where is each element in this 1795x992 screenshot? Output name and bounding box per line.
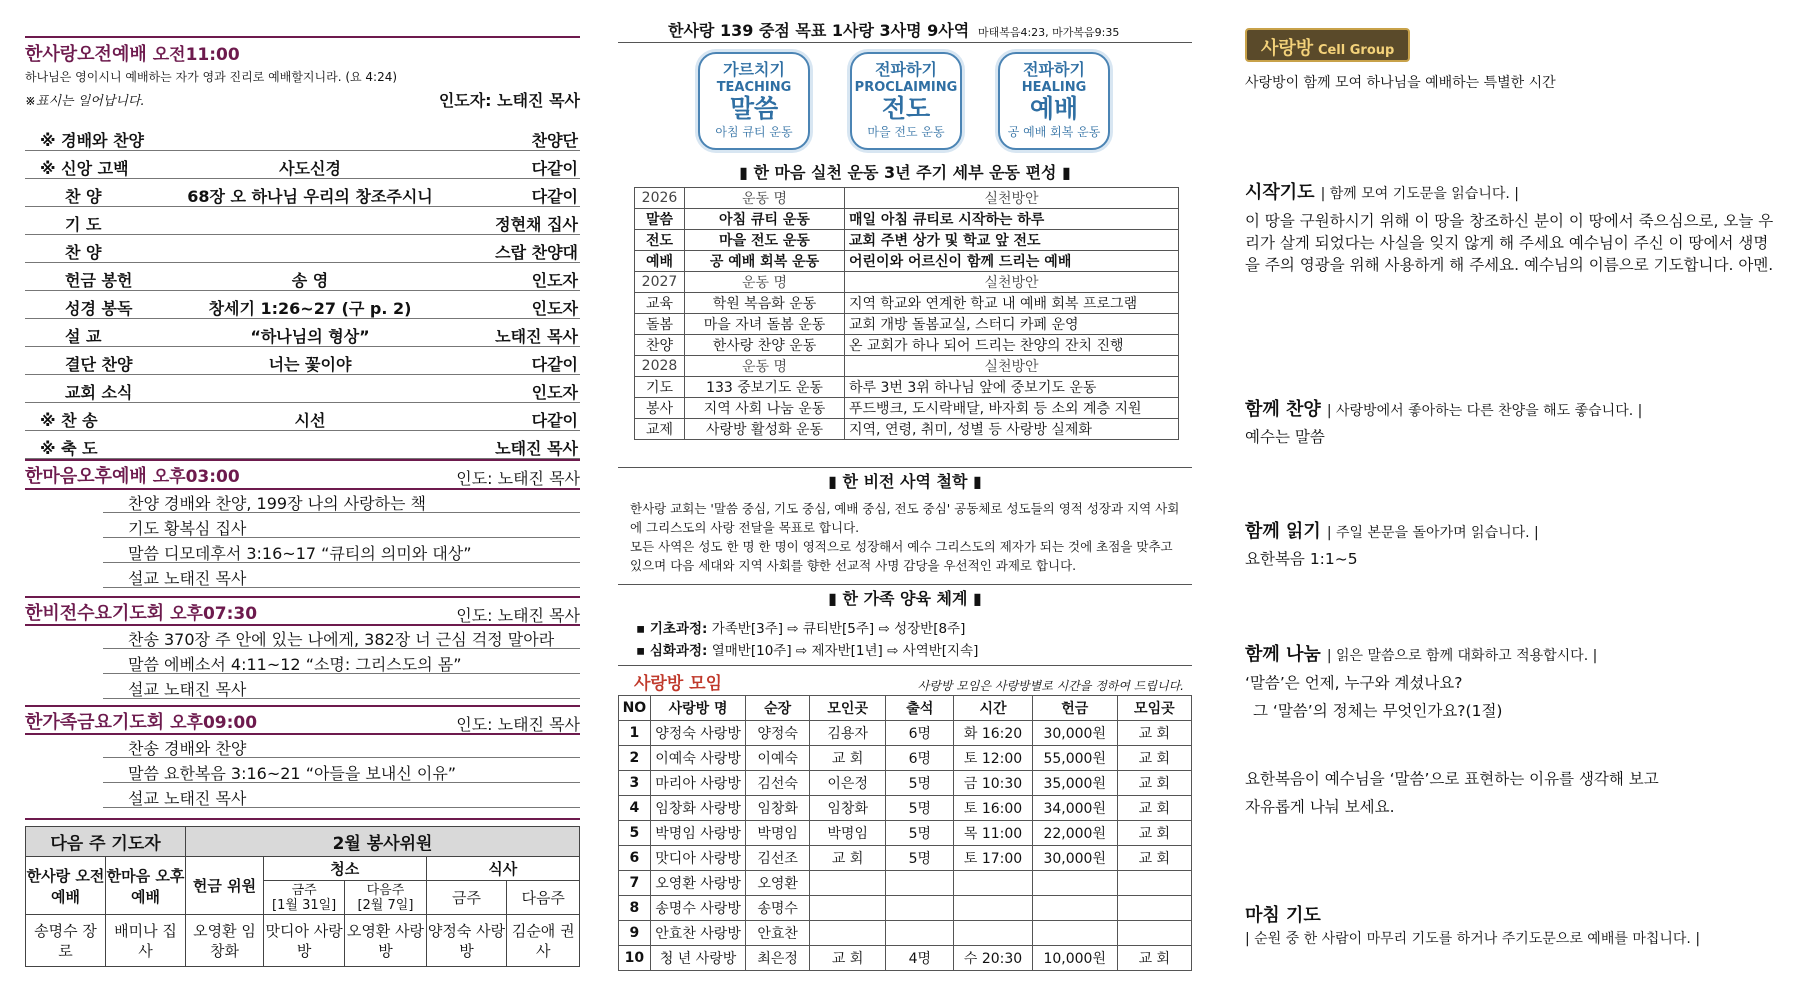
clean-next-week-header: 다음주 [2월 7일] [345,881,426,915]
pm-service-header: 한마음 오후예배 [106,857,186,915]
cell-value: 22,000원 [1032,821,1117,846]
cell-value: 수 20:30 [954,946,1033,971]
cell-value: 박명임 [809,821,885,846]
plan-row [635,272,1179,293]
order-item: 찬 양 [65,243,102,262]
cell-row [619,896,1192,921]
cell-value: 교 회 [1117,771,1191,796]
order-item: 교회 소식 [65,383,133,402]
order-item: ※ 신앙 고백 [40,159,129,178]
plan-movement: 지역 사회 나눔 운동 [685,398,845,419]
afternoon-row: 기도 황복심 집사 [103,513,580,538]
cell-header: 순장 [746,696,810,721]
morning-order-row [25,431,580,459]
cell-value: 양정숙 사랑방 [650,721,746,746]
cell-value [886,871,954,896]
cell-value: 송명수 [746,896,810,921]
order-by: 다같이 [531,187,578,206]
family-courses [636,618,978,662]
cell-value [1117,871,1191,896]
cell-value: 토 16:00 [954,796,1033,821]
wednesday-row: 찬송 370장 주 안에 있는 나에게, 382장 너 근심 걱정 말아라 [103,624,580,649]
cell-row [619,746,1192,771]
plan-row [635,335,1179,356]
plan-category: 교육 [635,293,685,314]
plan-movement: 마을 전도 운동 [685,230,845,251]
cell-header: 모임곳 [1117,696,1191,721]
plan-row [635,251,1179,272]
clean-this-value: 맛디아 사랑방 [264,915,345,967]
cell-value [954,921,1033,946]
plan-row [635,188,1179,209]
cell-value: 이은정 [809,771,885,796]
cell-value: 임창화 사랑방 [650,796,746,821]
meal-next-value: 김순애 권 사 [507,915,580,967]
morning-title: 한사랑오전예배 오전11:00 [25,44,240,65]
cell-value [1117,896,1191,921]
cell-value: 10,000원 [1032,946,1117,971]
worship-order-column [25,0,580,992]
order-item: 설 교 [65,327,102,346]
box-proclaiming: 전파하기 PROCLAIMING 전도 마을 전도 운동 [850,52,962,150]
cell-header: 헌금 [1032,696,1117,721]
order-by: 인도자 [531,299,578,318]
plan-action: 지역 학교와 연계한 학교 내 예배 회복 프로그램 [845,293,1179,314]
box-healing: 전파하기 HEALING 예배 공 예배 회복 운동 [998,52,1110,150]
sharing-question-2: 그 ‘말씀’의 정체는 무엇인가요?(1절) [1253,702,1503,720]
sharing-title: 함께 나눔 | 읽은 말씀으로 함께 대화하고 적용합시다. | [1245,644,1598,665]
plan-movement: 한사랑 찬양 운동 [685,335,845,356]
cell-value: 6 [619,846,651,871]
deep-course: ▪ 심화과정: 열매반[10주] ⇨ 제자반[1년] ⇨ 사역반[지속] [636,643,979,659]
cell-intro: 사랑방이 함께 모여 하나님을 예배하는 특별한 시간 [1245,75,1556,91]
cell-header-row [619,696,1192,721]
plan-row [635,230,1179,251]
cell-value [1032,871,1117,896]
order-item: ※ 찬 송 [40,411,98,430]
am-prayer-value: 송명수 장 로 [26,915,106,967]
order-content: 시선 [294,411,326,430]
cell-row [619,821,1192,846]
cell-header: 모인곳 [809,696,885,721]
sharing-question-3: 요한복음이 예수님을 ‘말씀’으로 표현하는 이유를 생각해 보고 [1245,770,1659,788]
plan-action: 온 교회가 하나 되어 드리는 찬양의 잔치 진행 [845,335,1179,356]
cell-value: 5명 [886,771,954,796]
order-content: 너는 꽃이야 [268,355,352,374]
morning-order-row [25,347,580,375]
plan-category: 2026 [635,188,685,209]
cell-value [1032,921,1117,946]
cell-value [809,896,885,921]
afternoon-row: 설교 노태진 목사 [103,563,580,588]
am-service-header: 한사랑 오전예배 [26,857,106,915]
cell-value: 양정숙 [746,721,810,746]
order-by: 노태진 목사 [495,327,578,346]
plan-action: 매일 아침 큐티로 시작하는 하루 [845,209,1179,230]
cell-value: 맛디아 사랑방 [650,846,746,871]
morning-order-row [25,263,580,291]
cell-value: 교 회 [1117,796,1191,821]
cell-value: 송명수 사랑방 [650,896,746,921]
morning-order-row [25,375,580,403]
meal-header: 식사 [426,857,579,881]
cell-row [619,721,1192,746]
cell-value: 금 10:30 [954,771,1033,796]
cell-value: 1 [619,721,651,746]
plan-category: 2027 [635,272,685,293]
cell-value: 34,000원 [1032,796,1117,821]
plan-row [635,419,1179,440]
cell-value: 김선숙 [746,771,810,796]
afternoon-leader: 인도: 노태진 목사 [456,469,580,488]
cell-value: 교 회 [809,946,885,971]
cell-value: 이예숙 [746,746,810,771]
opening-prayer-text: 이 땅을 구원하시기 위해 이 땅을 창조하신 분이 이 땅에서 죽으심으로, 오늘 우리가 살게 되었다는 사실을 잊지 않게 해 주세요 예수님이 주신 이 땅에서 생명을 주의 영광을 위해 사용하게 해 주세요. 예수님의 이름으로 기도합니다. 아멘. [1245,212,1774,274]
order-item: 찬 양 [65,187,102,206]
order-by: 다같이 [531,411,578,430]
cell-value: 35,000원 [1032,771,1117,796]
family-title: ▮ 한 가족 양육 체계 ▮ [828,589,982,608]
cell-value: 5 [619,821,651,846]
order-item: ※ 경배와 찬양 [40,131,144,150]
morning-order-row [25,235,580,263]
cell-value: 교 회 [809,746,885,771]
cell-value: 교 회 [1117,721,1191,746]
order-by: 다같이 [531,355,578,374]
cell-value: 3 [619,771,651,796]
friday-row: 찬송 경배와 찬양 [103,733,580,758]
order-item: 기 도 [65,215,102,234]
plan-action: 하루 3번 3위 하나님 앞에 중보기도 운동 [845,377,1179,398]
cell-value: 교 회 [1117,946,1191,971]
order-content: 송 영 [291,271,329,290]
plan-category: 예배 [635,251,685,272]
cell-value: 임창화 [809,796,885,821]
plan-row [635,377,1179,398]
cell-row [619,946,1192,971]
cell-value: 2 [619,746,651,771]
plan-row [635,293,1179,314]
cell-header: 시간 [954,696,1033,721]
friday-leader: 인도: 노태진 목사 [456,715,580,734]
plan-movement: 운동 명 [685,356,845,377]
box-teaching: 가르치기 TEACHING 말씀 아침 큐티 운동 [698,52,810,150]
plan-table [634,187,1179,440]
wednesday-leader: 인도: 노태진 목사 [456,606,580,625]
order-content: 68장 오 하나님 우리의 창조주시니 [187,187,433,206]
offering-value: 오영환 임창화 [186,915,264,967]
cell-value: 목 11:00 [954,821,1033,846]
cell-row [619,921,1192,946]
afternoon-row: 찬양 경배와 찬양, 199장 나의 사랑하는 책 [103,488,580,513]
closing-prayer-title: 마침 기도 [1245,905,1321,926]
morning-order-row [25,319,580,347]
service-committee-table [25,826,580,967]
cell-value: 박명임 [746,821,810,846]
cell-header: 출석 [886,696,954,721]
order-by: 노태진 목사 [495,439,578,458]
order-content: “하나님의 형상” [250,327,370,346]
morning-order-row [25,179,580,207]
friday-title: 한가족금요기도회 오후09:00 [25,712,258,733]
cell-value: 6명 [886,721,954,746]
order-by: 인도자 [531,383,578,402]
clean-this-week-header: 금주 [1월 31일] [264,881,345,915]
plan-row [635,398,1179,419]
cell-value: 토 12:00 [954,746,1033,771]
plan-movement: 마을 자녀 돌봄 운동 [685,314,845,335]
praise-title: 함께 찬양 | 사랑방에서 좋아하는 다른 찬양을 해도 좋습니다. | [1245,399,1643,420]
order-item: 결단 찬양 [65,355,133,374]
vision-title: ▮ 한 비전 사역 철학 ▮ [828,472,982,491]
pm-prayer-value: 배미나 집 사 [106,915,186,967]
plan-row [635,356,1179,377]
plan-action: 교회 개방 돌봄교실, 스터디 카페 운영 [845,314,1179,335]
cell-value [886,921,954,946]
plan-category: 기도 [635,377,685,398]
cell-note: 사랑방 모임은 사랑방별로 시간을 정하여 드립니다. [917,679,1184,693]
cell-value: 4 [619,796,651,821]
order-by: 정현채 집사 [495,215,578,234]
cell-value: 마리아 사랑방 [650,771,746,796]
cell-value: 안효찬 사랑방 [650,921,746,946]
cell-value: 화 16:20 [954,721,1033,746]
opening-prayer-title: 시작기도 | 함께 모여 기도문을 읽습니다. | [1245,182,1519,203]
cell-value: 4명 [886,946,954,971]
top-banner: 한사랑 139 중점 목표 1사랑 3사명 9사역 마태복음4:23, 마가복음9:35 [668,21,1120,40]
cell-value: 교 회 [1117,746,1191,771]
cell-value: 6명 [886,746,954,771]
cell-value: 30,000원 [1032,721,1117,746]
cell-header: NO [619,696,651,721]
friday-row: 말씀 요한복음 3:16~21 “아들을 보내신 이유” [103,758,580,783]
wednesday-title: 한비전수요기도회 오후07:30 [25,603,258,624]
order-item: 헌금 봉헌 [65,271,133,290]
closing-prayer-note: | 순원 중 한 사람이 마무리 기도를 하거나 주기도문으로 예배를 마칩니다. | [1245,931,1701,947]
order-item: ※ 축 도 [40,439,98,458]
order-by: 찬양단 [531,131,578,150]
cell-value [954,871,1033,896]
plan-movement: 133 중보기도 운동 [685,377,845,398]
plan-category: 교제 [635,419,685,440]
plan-action: 실천방안 [845,272,1179,293]
cell-group-table [618,695,1192,971]
cell-group-guide-column [1245,0,1780,992]
cell-value: 박명임 사랑방 [650,821,746,846]
plan-movement: 운동 명 [685,272,845,293]
order-item: 성경 봉독 [65,299,133,318]
cell-value: 김용자 [809,721,885,746]
plan-row [635,314,1179,335]
plan-row [635,209,1179,230]
cell-value: 9 [619,921,651,946]
cell-header: 사랑방 명 [650,696,746,721]
clean-next-value: 오영환 사랑방 [345,915,426,967]
order-by: 스랍 찬양대 [495,243,578,262]
vision-text: 한사랑 교회는 '말씀 중심, 기도 중심, 예배 중심, 전도 중심' 공동체로 성도들의 영적 성장과 지역 사회에 그리스도의 사랑 전달을 목표로 합니다. 모든 사역은 성도 한 명 한 명이 영적으로 성장해서 예수 그리스도의 제자가 되는 것에 초점을 맞추고 있으며 다음 세대와 지역 사회를 향한 선교적 사명 감당을 우선적인 과제로 합니다. [630,501,1180,573]
standing-note: ※표시는 일어납니다. [25,94,145,109]
cell-value: 최은정 [746,946,810,971]
cell-value: 5명 [886,846,954,871]
cleaning-header: 청소 [264,857,427,881]
plan-action: 교회 주변 상가 및 학교 앞 전도 [845,230,1179,251]
cell-value: 교 회 [1117,821,1191,846]
cell-value: 청 년 사랑방 [650,946,746,971]
cell-value: 토 17:00 [954,846,1033,871]
plan-action: 지역, 연령, 취미, 성별 등 사랑방 실제화 [845,419,1179,440]
morning-order-row [25,403,580,431]
morning-order-row [25,207,580,235]
cell-value: 5명 [886,796,954,821]
cell-value [1032,896,1117,921]
morning-order-row [25,123,580,151]
church-vision-column [618,0,1192,992]
plan-action: 실천방안 [845,356,1179,377]
cell-value: 오영환 사랑방 [650,871,746,896]
cell-value: 안효찬 [746,921,810,946]
afternoon-title: 한마음오후예배 오후03:00 [25,466,240,487]
cell-row [619,796,1192,821]
plan-action: 어린이와 어르신이 함께 드리는 예배 [845,251,1179,272]
plan-movement: 아침 큐티 운동 [685,209,845,230]
plan-category: 돌봄 [635,314,685,335]
plan-title: ▮ 한 마음 실천 운동 3년 주기 세부 운동 편성 ▮ [739,163,1071,182]
reading-title: 함께 읽기 | 주일 본문을 돌아가며 읽습니다. | [1245,521,1539,542]
cell-value: 10 [619,946,651,971]
cell-value: 오영환 [746,871,810,896]
sharing-question-4: 자유롭게 나눠 보세요. [1245,798,1395,816]
sharing-question-1: ‘말씀’은 언제, 누구와 계셨나요? [1245,674,1463,692]
wednesday-row: 말씀 에베소서 4:11~12 “소명: 그리스도의 몸” [103,649,580,674]
plan-category: 2028 [635,356,685,377]
cell-value: 55,000원 [1032,746,1117,771]
plan-movement: 운동 명 [685,188,845,209]
cell-row [619,771,1192,796]
morning-order-row [25,151,580,179]
order-by: 인도자 [531,271,578,290]
plan-action: 푸드뱅크, 도시락배달, 바자회 등 소외 계층 지원 [845,398,1179,419]
plan-category: 찬양 [635,335,685,356]
morning-leader: 인도자: 노태진 목사 [438,91,580,110]
plan-movement: 사랑방 활성화 운동 [685,419,845,440]
cell-value: 이예숙 사랑방 [650,746,746,771]
order-content: 창세기 1:26~27 (구 p. 2) [208,299,412,318]
cell-value [886,896,954,921]
cell-row [619,871,1192,896]
order-content: 사도신경 [279,159,341,178]
offering-header: 헌금 위원 [186,857,264,915]
feb-service-header: 2월 봉사위원 [186,827,580,857]
plan-category: 전도 [635,230,685,251]
cell-row [619,846,1192,871]
meal-next-week-header: 다음주 [507,881,580,915]
cell-value: 7 [619,871,651,896]
cell-value: 교 회 [1117,846,1191,871]
plan-category: 봉사 [635,398,685,419]
friday-row: 설교 노태진 목사 [103,783,580,808]
cell-value: 김선조 [746,846,810,871]
order-by: 다같이 [531,159,578,178]
plan-movement: 공 예배 회복 운동 [685,251,845,272]
afternoon-row: 말씀 디모데후서 3:16~17 “큐티의 의미와 대상” [103,538,580,563]
morning-verse: 하나님은 영이시니 예배하는 자가 영과 진리로 예배할지니라. (요 4:24) [25,70,398,84]
plan-action: 실천방안 [845,188,1179,209]
cell-value: 8 [619,896,651,921]
basic-course: ▪ 기초과정: 가족반[3주] ⇨ 큐티반[5주] ⇨ 성장반[8주] [636,621,966,637]
cell-value [809,921,885,946]
cell-value [809,871,885,896]
reading-passage: 요한복음 1:1~5 [1245,550,1358,568]
praise-song: 예수는 말씀 [1245,428,1325,446]
plan-category: 말씀 [635,209,685,230]
cell-value: 30,000원 [1032,846,1117,871]
cell-title: 사랑방 모임 [634,674,723,694]
meal-this-value: 양정숙 사랑방 [426,915,507,967]
cell-value: 5명 [886,821,954,846]
wednesday-row: 설교 노태진 목사 [103,674,580,699]
cell-value [1117,921,1191,946]
next-prayer-header: 다음 주 기도자 [26,827,186,857]
cell-value: 교 회 [809,846,885,871]
cell-group-badge: 사랑방 Cell Group [1245,28,1410,62]
morning-order-row [25,291,580,319]
cell-value [954,896,1033,921]
meal-this-week-header: 금주 [426,881,507,915]
plan-movement: 학원 복음화 운동 [685,293,845,314]
cell-value: 임창화 [746,796,810,821]
